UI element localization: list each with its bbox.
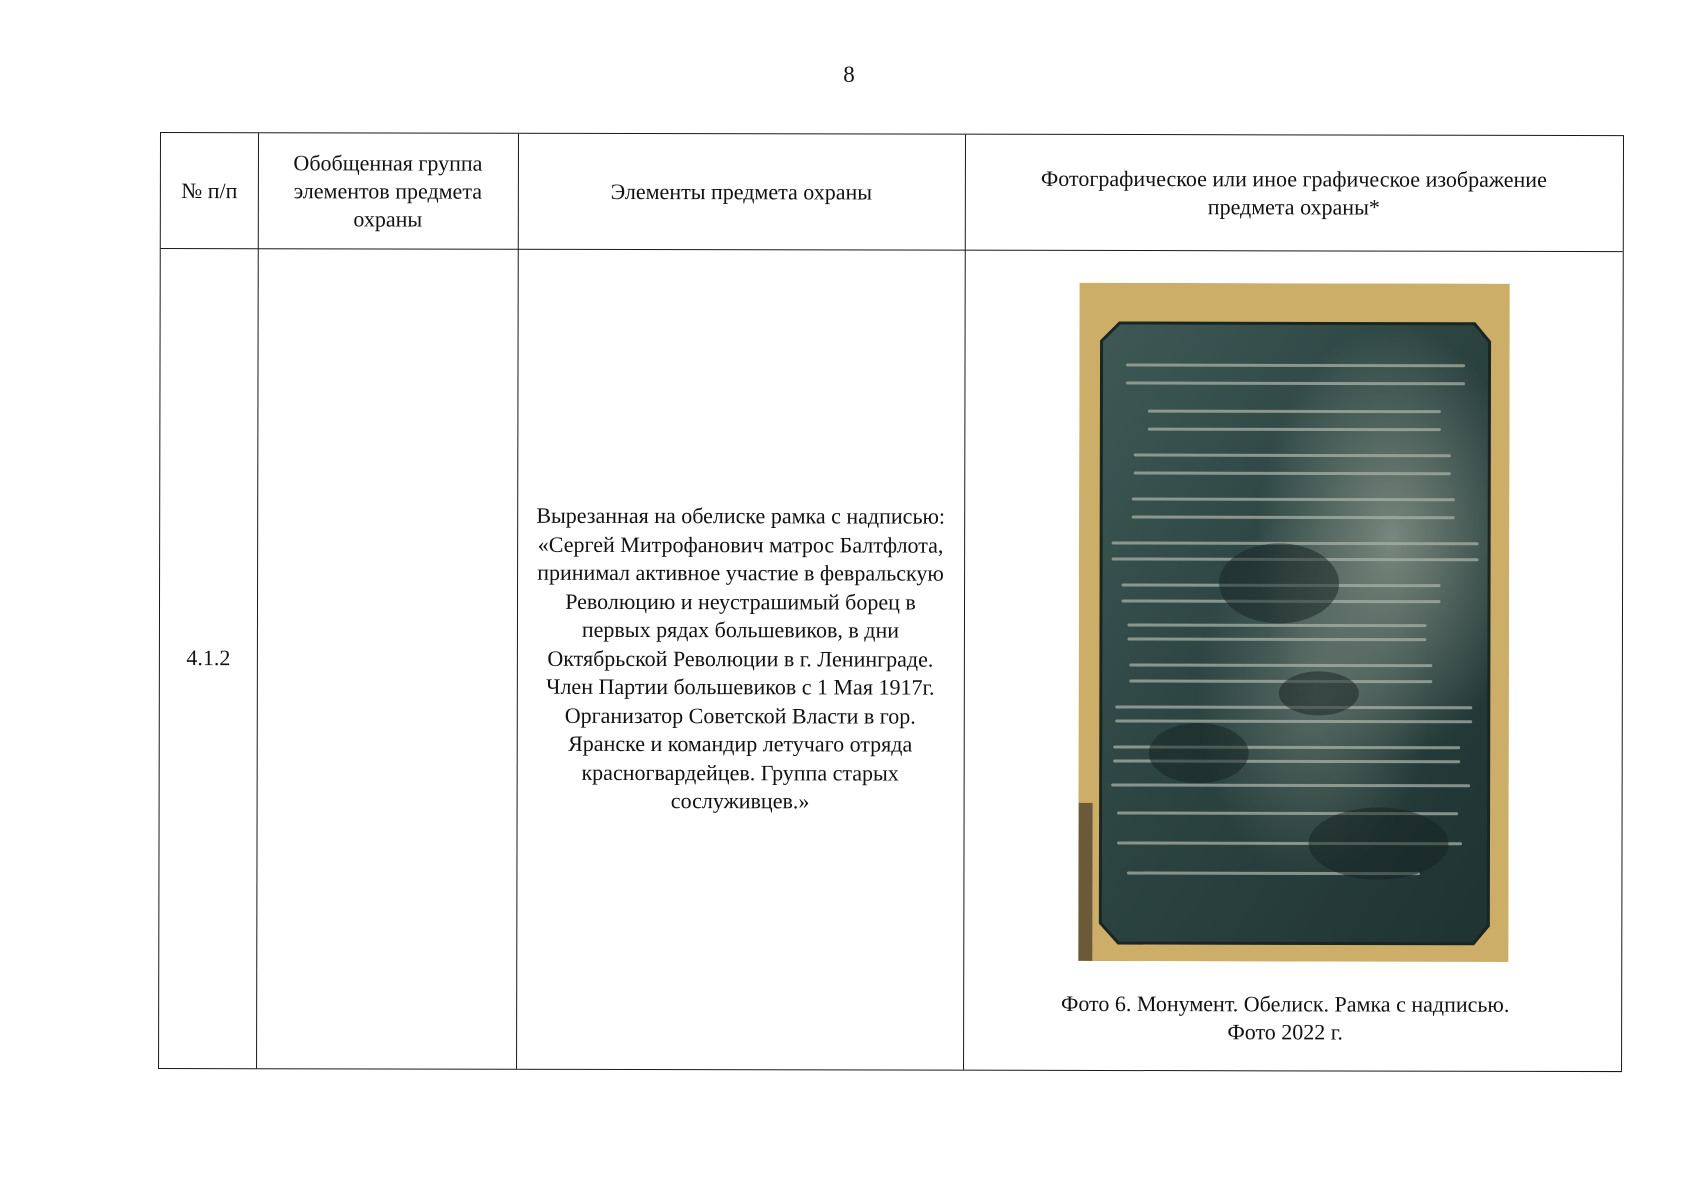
row-number-cell bbox=[159, 248, 258, 1068]
header-elements-label: Элементы предмета охраны bbox=[610, 178, 873, 204]
plaque-photo bbox=[1078, 283, 1509, 962]
row-elements-cell bbox=[516, 249, 965, 1070]
header-number-label: № п/п bbox=[181, 177, 238, 203]
photo-caption-line2: Фото 2022 г. bbox=[1227, 1019, 1343, 1045]
row-elements-text: Вырезанная на обелиске рамка с надписью: «Сергей Митрофанович матрос Балтфлота, принимал активное участие в февральскую Революцию и неустрашимый борец в первых рядах большевиков, в дни Октябрьской Революции в г. Ленинграде. Член Партии большевиков с 1 Мая 1917г. Организатор Советской Власти в гор. Яранске и командир летучаго отряда красногвардейцев. Группа старых сослуживцев.» bbox=[536, 503, 946, 814]
header-group bbox=[258, 133, 518, 249]
engraved-plaque-photo-icon bbox=[1078, 283, 1509, 962]
header-group-label: Обобщенная группа элементов предмета охраны bbox=[293, 149, 483, 232]
header-number bbox=[161, 133, 258, 248]
page-number: 8 bbox=[843, 62, 855, 87]
photo-caption bbox=[949, 990, 1621, 1047]
header-image bbox=[965, 135, 1623, 251]
row-group-cell bbox=[256, 248, 518, 1069]
photo-caption-line1: Фото 6. Монумент. Обелиск. Рамка с надписью. bbox=[1060, 990, 1510, 1017]
protection-elements-table bbox=[158, 132, 1624, 1072]
header-elements bbox=[518, 134, 965, 250]
row-number: 4.1.2 bbox=[186, 645, 231, 671]
header-image-label: Фотографическое или иное графическое изображение предмета охраны* bbox=[1040, 165, 1547, 220]
